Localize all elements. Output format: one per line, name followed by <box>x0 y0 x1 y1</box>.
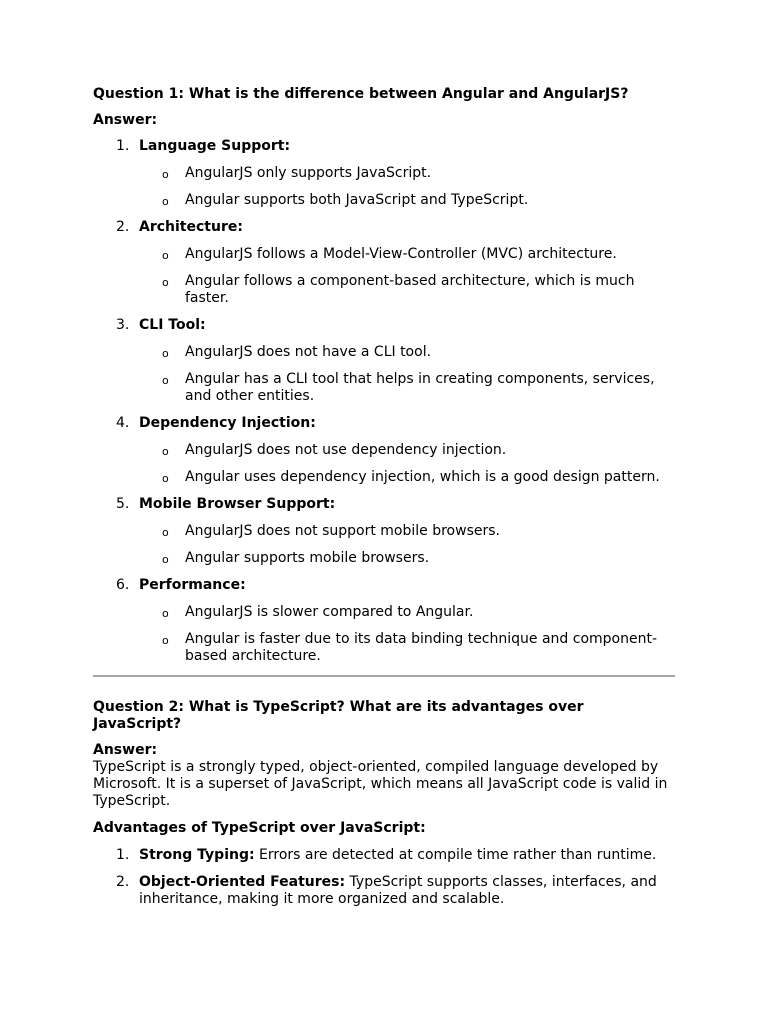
sub-list-item <box>139 604 675 621</box>
question-2-title: Question 2: What is TypeScript? What are its advantages over JavaScript? <box>93 699 584 732</box>
bullet-text: Angular uses dependency injection, which is a good design pattern. <box>185 469 660 485</box>
section-divider <box>93 675 675 677</box>
document-page <box>93 86 675 918</box>
circle-bullet-icon: o <box>162 553 169 566</box>
circle-bullet-icon: o <box>162 607 169 620</box>
bullet-text: Angular supports mobile browsers. <box>185 550 430 566</box>
bullet-text: AngularJS follows a Model-View-Controller (MVC) architecture. <box>185 246 617 262</box>
bullet-text: AngularJS is slower compared to Angular. <box>185 604 474 620</box>
advantage-heading: Strong Typing: <box>139 847 255 863</box>
advantage-text: Errors are detected at compile time rather than runtime. <box>254 847 657 863</box>
sub-list-item <box>139 442 675 459</box>
advantage-text: TypeScript supports classes, interfaces, and inheritance, making it more organized and scalable. <box>139 874 657 907</box>
sub-list-item <box>139 469 675 486</box>
sub-list-item <box>139 246 675 263</box>
list-number: 4. <box>116 415 130 431</box>
list-item <box>93 496 675 567</box>
sub-list-item <box>139 273 675 307</box>
circle-bullet-icon: o <box>162 249 169 262</box>
list-item <box>93 847 675 864</box>
sub-list <box>139 344 675 405</box>
circle-bullet-icon: o <box>162 195 169 208</box>
question-1-list <box>93 138 675 665</box>
bullet-text: AngularJS does not use dependency injection. <box>185 442 507 458</box>
item-heading: Mobile Browser Support: <box>139 496 336 512</box>
sub-list-item <box>139 523 675 540</box>
list-item <box>93 317 675 405</box>
bullet-text: Angular supports both JavaScript and TypeScript. <box>185 192 529 208</box>
list-item <box>93 138 675 209</box>
circle-bullet-icon: o <box>162 634 169 647</box>
sub-list <box>139 165 675 209</box>
list-number: 2. <box>116 874 130 890</box>
question-2-answer-text: TypeScript is a strongly typed, object-oriented, compiled language developed by Microsoft. It is a superset of JavaScript, which means all JavaScript code is valid in TypeScript. <box>93 759 668 809</box>
circle-bullet-icon: o <box>162 445 169 458</box>
bullet-text: Angular has a CLI tool that helps in creating components, services, and other entities. <box>185 371 655 404</box>
item-heading: CLI Tool: <box>139 317 206 333</box>
list-item <box>93 874 675 908</box>
sub-list-item <box>139 165 675 182</box>
sub-list-item <box>139 344 675 361</box>
circle-bullet-icon: o <box>162 168 169 181</box>
list-number: 6. <box>116 577 130 593</box>
advantage-heading: Object-Oriented Features: <box>139 874 346 890</box>
circle-bullet-icon: o <box>162 347 169 360</box>
bullet-text: AngularJS does not have a CLI tool. <box>185 344 432 360</box>
bullet-text: Angular is faster due to its data binding technique and component-based architecture. <box>185 631 658 664</box>
sub-list <box>139 604 675 665</box>
question-1-answer-label: Answer: <box>93 112 158 128</box>
sub-list <box>139 442 675 486</box>
list-item <box>93 415 675 486</box>
bullet-text: AngularJS only supports JavaScript. <box>185 165 432 181</box>
sub-list-item <box>139 631 675 665</box>
sub-list <box>139 246 675 307</box>
question-2-answer-label: Answer: <box>93 742 158 758</box>
item-heading: Language Support: <box>139 138 291 154</box>
sub-list-item <box>139 192 675 209</box>
circle-bullet-icon: o <box>162 472 169 485</box>
advantages-list <box>93 847 675 908</box>
sub-list <box>139 523 675 567</box>
sub-list-item <box>139 371 675 405</box>
list-item <box>93 577 675 665</box>
circle-bullet-icon: o <box>162 526 169 539</box>
sub-list-item <box>139 550 675 567</box>
circle-bullet-icon: o <box>162 276 169 289</box>
list-number: 5. <box>116 496 130 512</box>
item-heading: Dependency Injection: <box>139 415 316 431</box>
list-number: 1. <box>116 138 130 154</box>
question-1-title: Question 1: What is the difference between Angular and AngularJS? <box>93 86 629 102</box>
bullet-text: Angular follows a component-based architecture, which is much faster. <box>185 273 635 306</box>
advantages-title: Advantages of TypeScript over JavaScript: <box>93 820 426 836</box>
list-number: 1. <box>116 847 130 863</box>
list-item <box>93 219 675 307</box>
item-heading: Architecture: <box>139 219 243 235</box>
bullet-text: AngularJS does not support mobile browsers. <box>185 523 500 539</box>
list-number: 3. <box>116 317 130 333</box>
list-number: 2. <box>116 219 130 235</box>
item-heading: Performance: <box>139 577 246 593</box>
circle-bullet-icon: o <box>162 374 169 387</box>
